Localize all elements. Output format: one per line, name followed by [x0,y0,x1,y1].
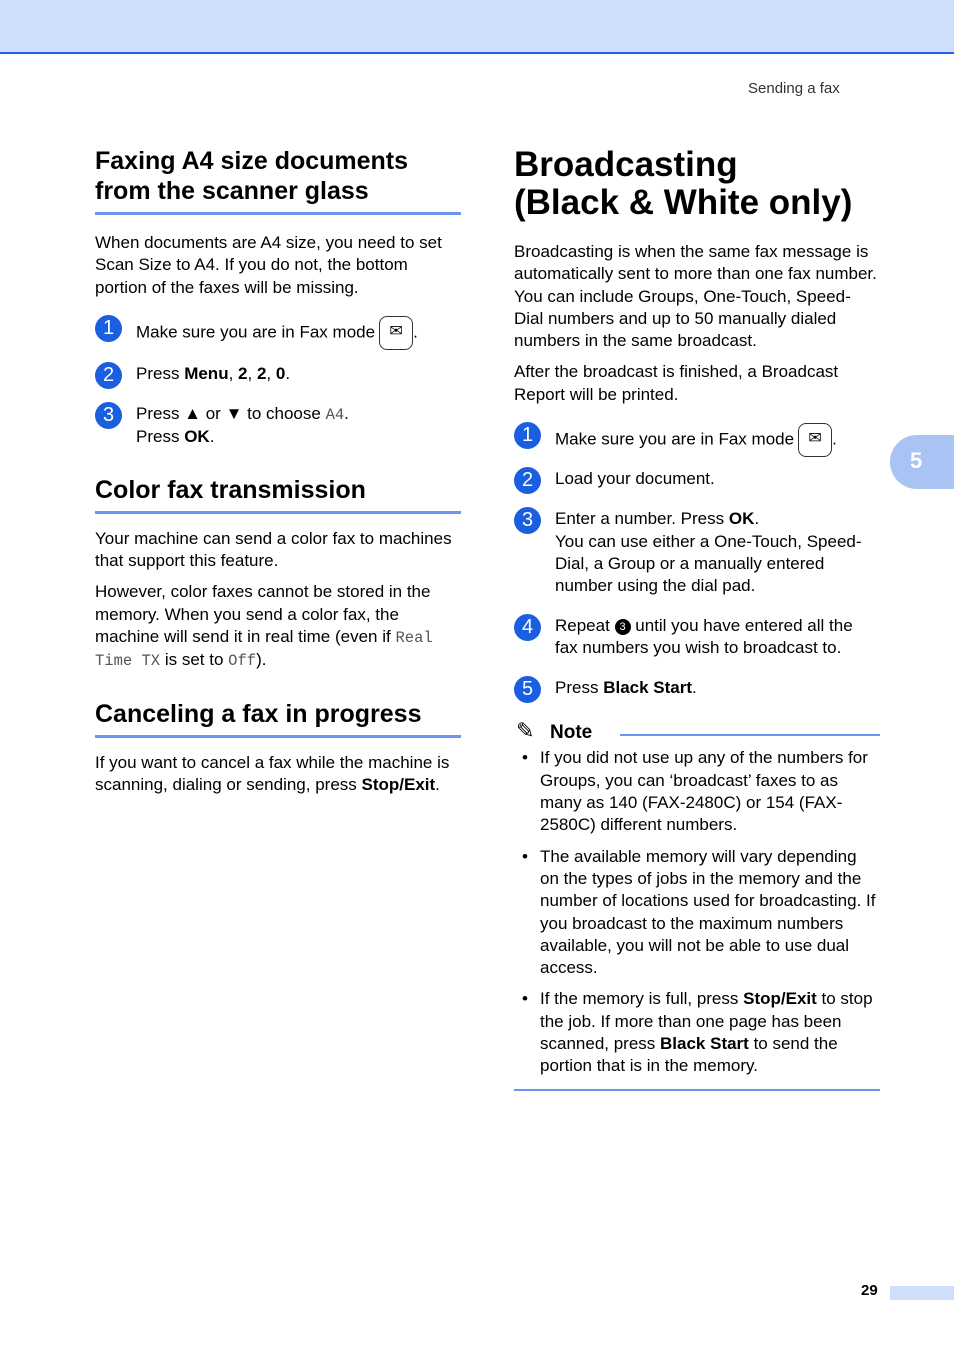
step-number: 1 [95,315,122,342]
step-2: 2 Load your document. [514,468,880,490]
paragraph: However, color faxes cannot be stored in the memory. When you send a color fax, the machine will send it in real time (even if Real Time TX is set to Off). [95,582,433,671]
running-header: Sending a fax [748,80,840,97]
section-rule [95,735,461,738]
step-number: 4 [514,614,541,641]
section-rule [95,212,461,215]
section-rule [95,511,461,514]
step-number: 1 [514,422,541,449]
paragraph: After the broadcast is finished, a Broadcast Report will be printed. [514,362,839,404]
step-5: 5 Press Black Start. [514,677,880,699]
top-banner [0,0,954,54]
note-bottom-rule [514,1089,880,1091]
step-number: 3 [514,507,541,534]
step-1: 1 Make sure you are in Fax mode ✉ . [514,423,880,457]
left-column [95,146,461,796]
note-bullet: • The available memory will vary depending on the types of jobs in the memory and the number of locations used for broadcasting. If you broadcast to the maximum numbers available, you will not be able to use dual access. [522,846,876,978]
fax-mode-icon: ✉ [379,316,413,350]
note-rule [620,734,880,736]
section-title-a4: Faxing A4 size documents from the scanner glass [95,147,409,205]
paragraph: Broadcasting is when the same fax message is automatically sent to more than one fax number. You can include Groups, One-Touch, Speed-Dial numbers and up to 50 manually dialed numbers in the same broadcast. [514,242,877,351]
step-number: 3 [95,402,122,429]
step-number: 5 [514,676,541,703]
step-3: 3 Enter a number. Press OK. You can use either a One-Touch, Speed-Dial, a Group or a manually entered number using the dial pad. [514,508,880,597]
page-number: 29 [861,1282,878,1299]
step-1: 1 Make sure you are in Fax mode ✉ . [95,316,461,350]
note-label: Note [550,722,593,744]
paragraph: Your machine can send a color fax to machines that support this feature. [95,528,452,571]
chapter-tab: 5 [890,435,954,489]
step-number: 2 [514,467,541,494]
note-pencil-icon: ✎ [516,718,535,744]
step-3: 3 Press ▲ or ▼ to choose A4. Press OK. [95,403,461,449]
paragraph: If you want to cancel a fax while the machine is scanning, dialing or sending, press Stop/Exit. [95,752,450,794]
chapter-title: Broadcasting (Black & White only) [514,145,853,222]
section-title-color-fax: Color fax transmission [95,475,366,504]
step-2: 2 Press Menu, 2, 2, 0. [95,363,461,385]
note-bullet: • If you did not use up any of the numbers for Groups, you can ‘broadcast’ faxes to as many as 140 (FAX-2480C) or 154 (FAX-2580C) different numbers. [522,748,868,835]
fax-mode-icon: ✉ [798,423,832,457]
right-column [514,146,880,1091]
step-4: 4 Repeat 3 until you have entered all the fax numbers you wish to broadcast to. [514,615,880,660]
note-header [514,717,880,747]
step-number: 2 [95,362,122,389]
page-number-bar [890,1286,954,1300]
note-bullet: • If the memory is full, press Stop/Exit to stop the job. If more than one page has been scanned, press Black Start to send the portion that is in the memory. [522,989,873,1076]
paragraph: When documents are A4 size, you need to set Scan Size to A4. If you do not, the bottom portion of the faxes will be missing. [95,233,442,297]
section-title-cancel: Canceling a fax in progress [95,699,422,728]
step-reference: 3 [615,619,631,635]
